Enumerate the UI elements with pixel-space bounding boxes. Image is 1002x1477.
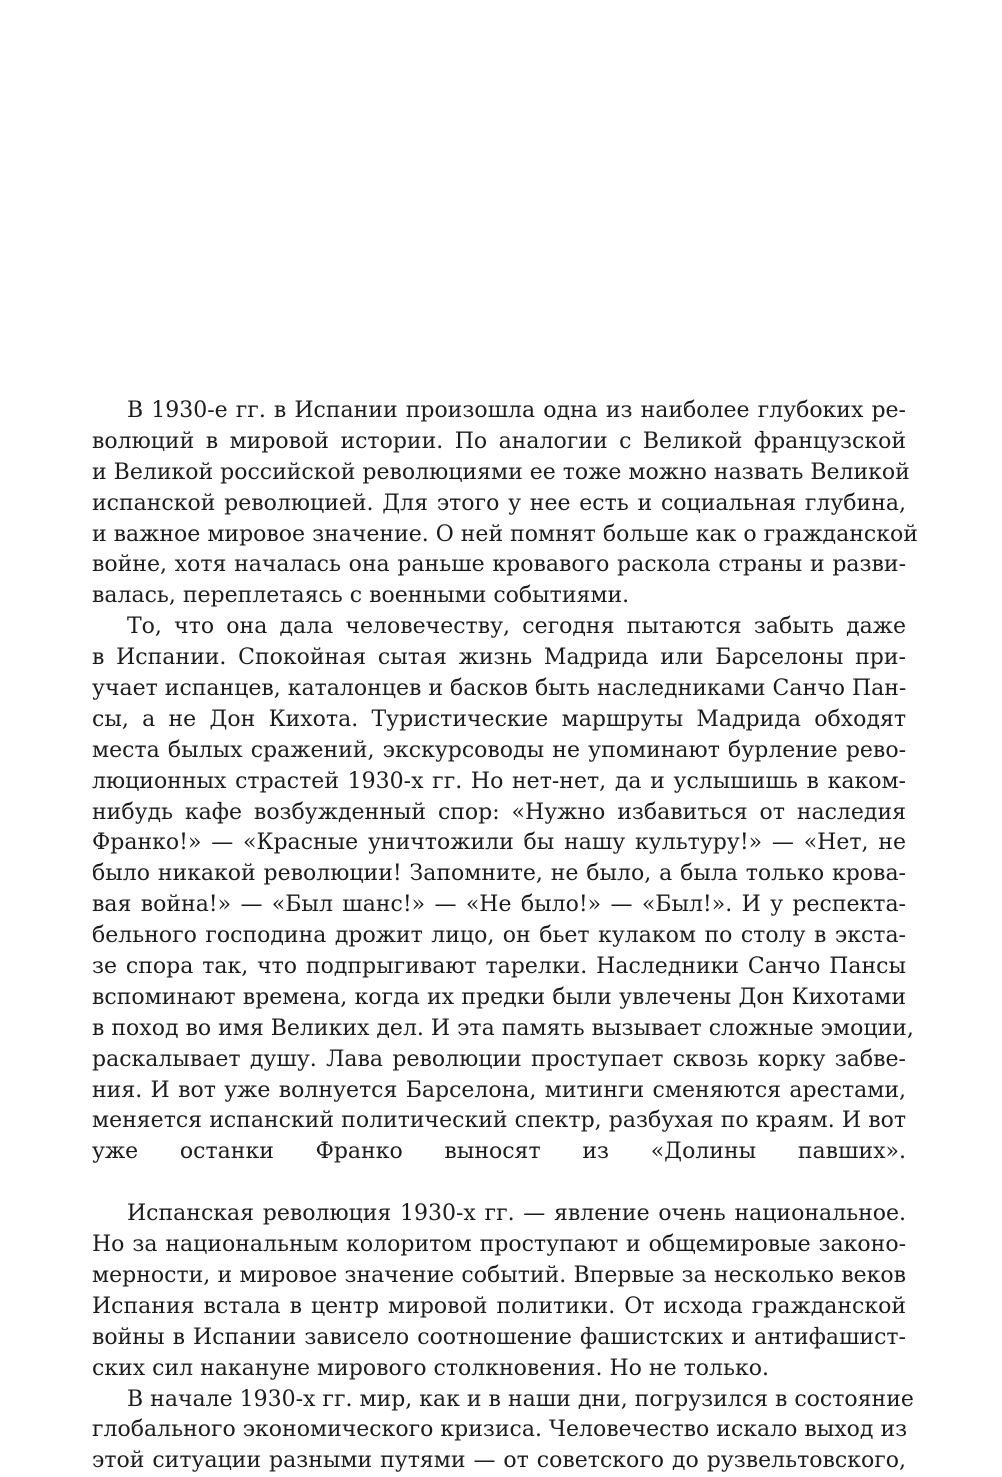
paragraph-2-line-10: вая война!» — «Был шанс!» — «Не было!» — «Был!». И у респекта- (92, 892, 906, 918)
body-text (92, 396, 918, 1477)
paragraph-2-line-12: зе спора так, что подпрыгивают тарелки. Наследники Санчо Пансы (92, 954, 906, 980)
paragraph-2-line-8: Франко!» — «Красные уничтожили бы нашу культуру!» — «Нет, не (92, 830, 906, 856)
paragraph-3-line-4: Испания встала в центр мировой политики. От исхода гражданской (92, 1293, 906, 1319)
paragraph-3-line-6: ских сил накануне мирового столкновения. Но не только. (92, 1355, 769, 1381)
paragraph-2-line-14: в поход во имя Великих дел. И эта память вызывает сложные эмоции, (92, 1015, 914, 1041)
paragraph-1-line-5: и важное мировое значение. О ней помнят больше как о гражданской (92, 521, 918, 547)
paragraph-3-line-5: войны в Испании зависело соотношение фашистских и антифашист- (92, 1324, 906, 1350)
paragraph-2-line-7: нибудь кафе возбужденный спор: «Нужно избавиться от наследия (92, 799, 906, 825)
paragraph-1-line-2: волюций в мировой истории. По аналогии с Великой французской (92, 428, 906, 454)
paragraph-1-line-7: валась, переплетаясь с военными событиями. (92, 583, 630, 609)
paragraph-2-line-3: учает испанцев, каталонцев и басков быть наследниками Санчо Пан- (92, 676, 907, 702)
paragraph-2-line-18: уже останки Франко выносят из «Долины павших». (92, 1139, 906, 1165)
paragraph-1-line-4: испанской революцией. Для этого у нее есть и социальная глубина, (92, 490, 906, 516)
paragraph-2-line-15: раскалывает душу. Лава революции проступает сквозь корку забве- (92, 1046, 906, 1072)
paragraph-4-line-3: этой ситуации разными путями — от советского до рузвельтовского, (92, 1448, 906, 1474)
paragraph-4-line-2: глобального экономического кризиса. Человечество искало выход из (92, 1417, 908, 1443)
paragraph-3-line-3: мерности, и мировое значение событий. Впервые за несколько веков (92, 1262, 906, 1288)
paragraph-2-line-9: было никакой революции! Запомните, не было, а была только крова- (92, 861, 906, 887)
paragraph-2-line-4: сы, а не Дон Кихота. Туристические маршруты Мадрида обходят (92, 706, 906, 732)
paragraph-1-line-6: войне, хотя началась она раньше кровавого раскола страны и разви- (92, 552, 906, 578)
paragraph-2-line-13: вспоминают времена, когда их предки были увлечены Дон Кихотами (92, 984, 906, 1010)
paragraph-1-line-3: и Великой российской революциями ее тоже можно назвать Великой (92, 459, 910, 485)
paragraph-3-line-1: Испанская революция 1930-х гг. — явление очень национальное. (127, 1201, 906, 1227)
paragraph-2-line-19 (92, 1168, 906, 1199)
paragraph-2-line-6: люционных страстей 1930-х гг. Но нет-нет, да и услышишь в каком- (92, 768, 906, 794)
paragraph-2-line-17: меняется испанский политический спектр, разбухая по краям. И вот (92, 1108, 906, 1134)
paragraph-2-line-2: в Испании. Спокойная сытая жизнь Мадрида или Барселоны при- (92, 645, 906, 671)
paragraph-2-line-5: места былых сражений, экскурсоводы не упоминают бурление рево- (92, 737, 906, 763)
paragraph-2-line-1: То, что она дала человечеству, сегодня пытаются забыть даже (127, 614, 906, 640)
paragraph-2-line-11: бельного господина дрожит лицо, он бьет кулаком по столу в экста- (92, 923, 906, 949)
paragraph-2-line-16: ния. И вот уже волнуется Барселона, митинги сменяются арестами, (92, 1077, 906, 1103)
paragraph-1-line-1: В 1930-е гг. в Испании произошла одна из наиболее глубоких ре- (127, 398, 906, 423)
paragraph-3-line-2: Но за национальным колоритом проступают и общемировые законо- (92, 1232, 906, 1258)
paragraph-4-line-1: В начале 1930-х гг. мир, как и в наши дни, погрузился в состояние (127, 1386, 914, 1412)
